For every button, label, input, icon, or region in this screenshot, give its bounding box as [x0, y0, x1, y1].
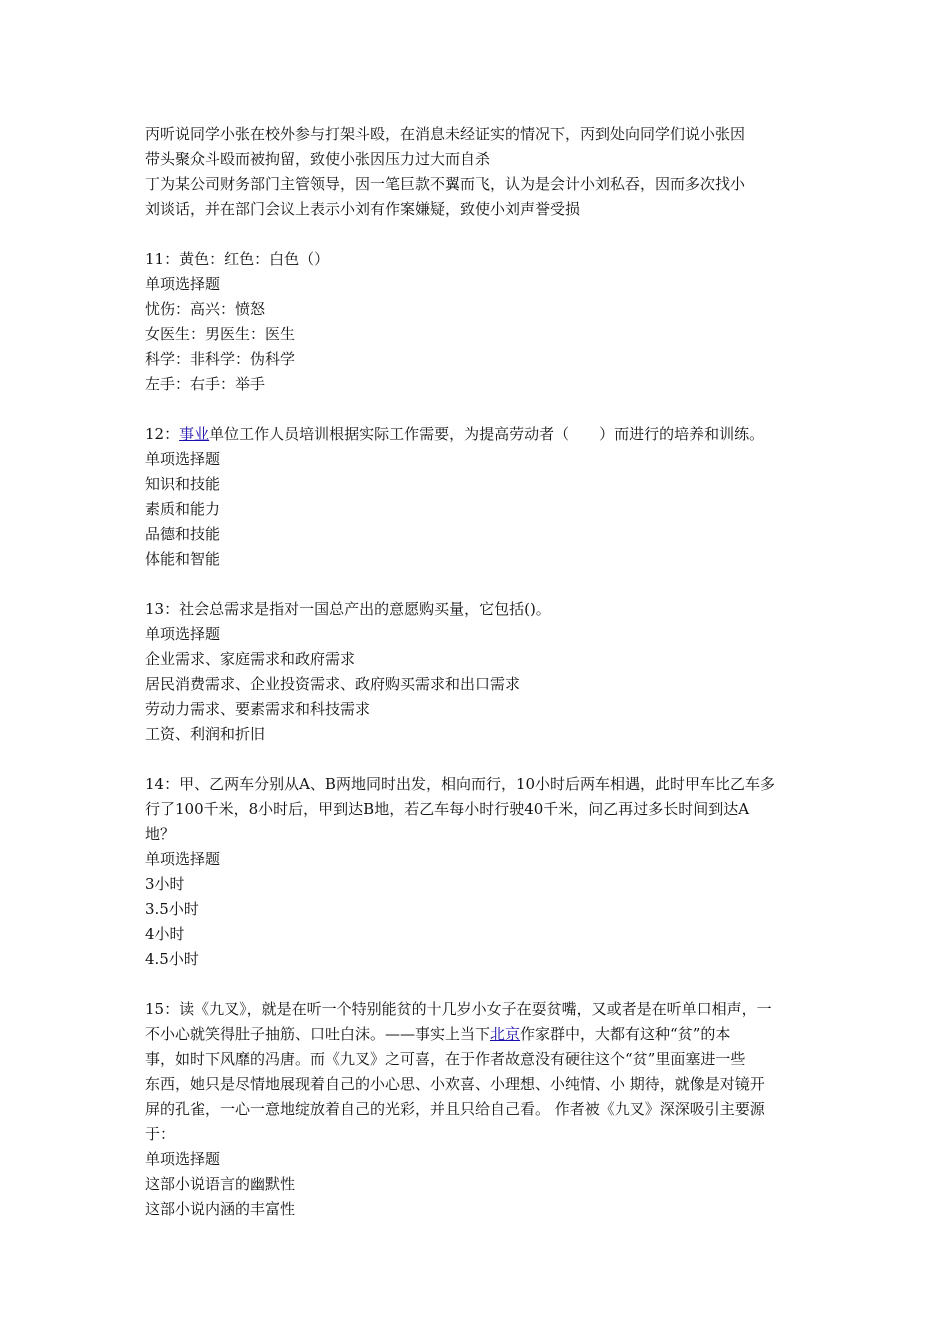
- option: 4小时: [145, 925, 185, 943]
- option: 4.5小时: [145, 950, 199, 968]
- question-stem-rest: 单位工作人员培训根据实际工作需要，为提高劳动者（ ）而进行的培养和训练。: [209, 425, 765, 443]
- option: 左手：右手：举手: [145, 375, 266, 393]
- spacer: [145, 572, 810, 597]
- question-stem-line: 地？: [145, 825, 176, 843]
- question-stem-line: 14：甲、乙两车分别从A、B两地同时出发，相向而行，10小时后两车相遇，此时甲车比乙车多: [145, 775, 776, 793]
- option: 素质和能力: [145, 500, 221, 518]
- option: 科学：非科学：伪科学: [145, 350, 296, 368]
- intro-block: [145, 122, 810, 222]
- option: 3.5小时: [145, 900, 199, 918]
- option: 体能和智能: [145, 550, 221, 568]
- question-stem: 11：黄色：红色：白色（）: [145, 250, 330, 268]
- link-beijing[interactable]: 北京: [490, 1025, 521, 1043]
- option: 企业需求、家庭需求和政府需求: [145, 650, 356, 668]
- question-stem-line: [145, 1022, 810, 1047]
- option: 居民消费需求、企业投资需求、政府购买需求和出口需求: [145, 675, 521, 693]
- spacer: [145, 397, 810, 422]
- question-15: [145, 997, 810, 1222]
- intro-line-4: 刘谈话，并在部门会议上表示小刘有作案嫌疑，致使小刘声誉受损: [145, 200, 581, 218]
- spacer: [145, 747, 810, 772]
- question-stem: 13：社会总需求是指对一国总产出的意愿购买量，它包括()。: [145, 600, 551, 618]
- option: 这部小说内涵的丰富性: [145, 1200, 296, 1218]
- intro-line-3: 丁为某公司财务部门主管领导，因一笔巨款不翼而飞，认为是会计小刘私吞，因而多次找小: [145, 175, 746, 193]
- question-12: [145, 422, 810, 572]
- question-stem-line: 东西，她只是尽情地展现着自己的小心思、小欢喜、小理想、小纯情、小 期待，就像是对镜开: [145, 1075, 765, 1093]
- document-page: [145, 122, 810, 1222]
- question-stem-line: 行了100千米，8小时后，甲到达B地，若乙车每小时行驶40千米，问乙再过多长时间到达A: [145, 800, 750, 818]
- question-stem-line: 于：: [145, 1125, 176, 1143]
- stem-text: 不小心就笑得肚子抽筋、口吐白沫。——事实上当下: [145, 1025, 491, 1043]
- option: 工资、利润和折旧: [145, 725, 266, 743]
- option: 品德和技能: [145, 525, 221, 543]
- question-stem-line: 15：读《九叉》，就是在听一个特别能贫的十几岁小女子在耍贫嘴，又或者是在听单口相声，一: [145, 1000, 772, 1018]
- question-stem-line: 事，如时下风靡的冯唐。而《九叉》之可喜，在于作者故意没有硬往这个“贫”里面塞进一些: [145, 1050, 746, 1068]
- question-13: [145, 597, 810, 747]
- option: 知识和技能: [145, 475, 221, 493]
- question-type: 单项选择题: [145, 850, 221, 868]
- spacer: [145, 222, 810, 247]
- stem-text: 作家群中，大都有这种“贫”的本: [520, 1025, 731, 1043]
- intro-line-2: 带头聚众斗殴而被拘留，致使小张因压力过大而自杀: [145, 150, 491, 168]
- question-type: 单项选择题: [145, 1150, 221, 1168]
- option: 忧伤：高兴：愤怒: [145, 300, 266, 318]
- question-stem: [145, 422, 810, 447]
- option: 女医生：男医生：医生: [145, 325, 296, 343]
- question-number: 12：: [145, 425, 180, 443]
- link-shiye[interactable]: 事业: [179, 425, 210, 443]
- spacer: [145, 972, 810, 997]
- option: 劳动力需求、要素需求和科技需求: [145, 700, 371, 718]
- question-stem-line: 屏的孔雀，一心一意地绽放着自己的光彩，并且只给自己看。 作者被《九叉》深深吸引主要源: [145, 1100, 765, 1118]
- question-11: [145, 247, 810, 397]
- question-14: [145, 772, 810, 972]
- question-type: 单项选择题: [145, 625, 221, 643]
- option: 3小时: [145, 875, 185, 893]
- question-type: 单项选择题: [145, 275, 221, 293]
- option: 这部小说语言的幽默性: [145, 1175, 296, 1193]
- intro-line-1: 丙听说同学小张在校外参与打架斗殴，在消息未经证实的情况下，丙到处向同学们说小张因: [145, 125, 746, 143]
- question-type: 单项选择题: [145, 450, 221, 468]
